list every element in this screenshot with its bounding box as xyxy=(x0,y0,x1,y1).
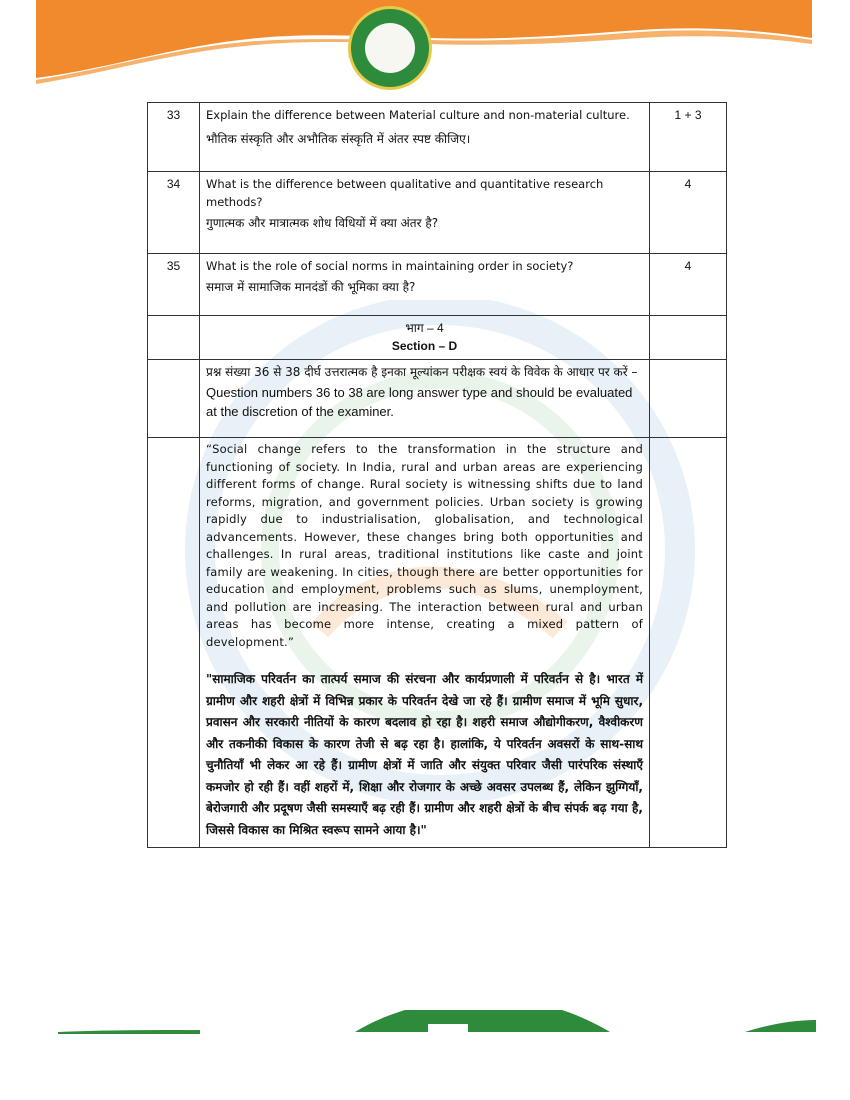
logo-emblem-icon xyxy=(365,23,415,73)
question-number: 34 xyxy=(148,172,200,254)
question-table xyxy=(147,102,727,848)
question-text-hindi: भौतिक संस्कृति और अभौतिक संस्कृति में अंतर स्पष्ट कीजिए। xyxy=(206,132,471,146)
question-text-english: Explain the difference between Material culture and non-material culture. xyxy=(206,108,630,122)
question-marks: 4 xyxy=(650,254,727,316)
instruction-english: Question numbers 36 to 38 are long answer type and should be evaluated at the discretion of the examiner. xyxy=(206,385,633,419)
question-text-hindi: समाज में सामाजिक मानदंडों की भूमिका क्या है? xyxy=(206,280,416,294)
question-row xyxy=(148,254,727,316)
footer-green-right xyxy=(745,1020,816,1032)
instruction-hindi: प्रश्न संख्या 36 से 38 दीर्घ उत्तरात्मक है इनका मूल्यांकन परीक्षक स्वयं के विवेक के आधार पर करें – xyxy=(206,365,638,379)
passage-row xyxy=(148,438,727,848)
section-title-english: Section – D xyxy=(391,339,458,353)
passage-hindi: "सामाजिक परिवर्तन का तात्पर्य समाज की संरचना और कार्यप्रणाली में परिवर्तन से है। भारत में ग्रामीण और शहरी क्षेत्रों में विभिन्न प्रकार के परिवर्तन देखे जा रहे हैं। ग्रामीण समाज में भूमि सुधार, प्रवासन और सरकारी नीतियों के कारण बदलाव हो रहा है। शहरी समाज औद्योगीकरण, वैश्वीकरण और तकनीकी विकास के कारण तेजी से बढ़ रहा है। हालांकि, ये परिवर्तन अवसरों के साथ-साथ चुनौतियाँ भी लेकर आ रहे हैं। ग्रामीण क्षेत्रों में जाति और संयुक्त परिवार जैसी पारंपरिक संस्थाएँ कमजोर हो रही हैं। वहीं शहरों में, शिक्षा और रोजगार के अच्छे अवसर उपलब्ध हैं, लेकिन झुग्गियाँ, बेरोजगारी और प्रदूषण जैसी समस्याएँ बढ़ रही हैं। ग्रामीण और शहरी क्षेत्रों के बीच संपर्क बढ़ गया है, जिससे विकास का मिश्रित स्वरूप सामने आया है।" xyxy=(206,672,643,837)
question-row xyxy=(148,172,727,254)
question-marks: 1 + 3 xyxy=(650,103,727,172)
question-row xyxy=(148,103,727,172)
question-number: 33 xyxy=(148,103,200,172)
section-row xyxy=(148,316,727,360)
footer-white-mark xyxy=(428,1024,468,1032)
question-text-hindi: गुणात्मक और मात्रात्मक शोध विधियों में क्या अंतर है? xyxy=(206,216,439,230)
question-marks: 4 xyxy=(650,172,727,254)
section-title-hindi: भाग – 4 xyxy=(405,321,444,335)
footer-green-hill xyxy=(355,1010,610,1032)
instruction-row xyxy=(148,360,727,438)
question-text-english: What is the difference between qualitative and quantitative research methods? xyxy=(206,177,604,209)
passage-english: “Social change refers to the transformation in the structure and functioning of society. In India, rural and urban areas are experiencing different forms of change. Rural society is witnessing shifts due to land reforms, migration, and government policies. Urban society is growing rapidly due to industrialisation, globalisation, and technological advancements. However, these changes bring both opportunities and challenges. In rural areas, traditional institutions like caste and joint family are weakening. In cities, though there are better opportunities for education and employment, problems such as slums, unemployment, and pollution are increasing. The interaction between rural and urban areas has become more intense, creating a mixed pattern of development.” xyxy=(206,442,643,649)
footer-band xyxy=(0,1010,850,1100)
question-text-english: What is the role of social norms in maintaining order in society? xyxy=(206,259,574,273)
school-board-logo xyxy=(348,6,432,90)
question-number: 35 xyxy=(148,254,200,316)
